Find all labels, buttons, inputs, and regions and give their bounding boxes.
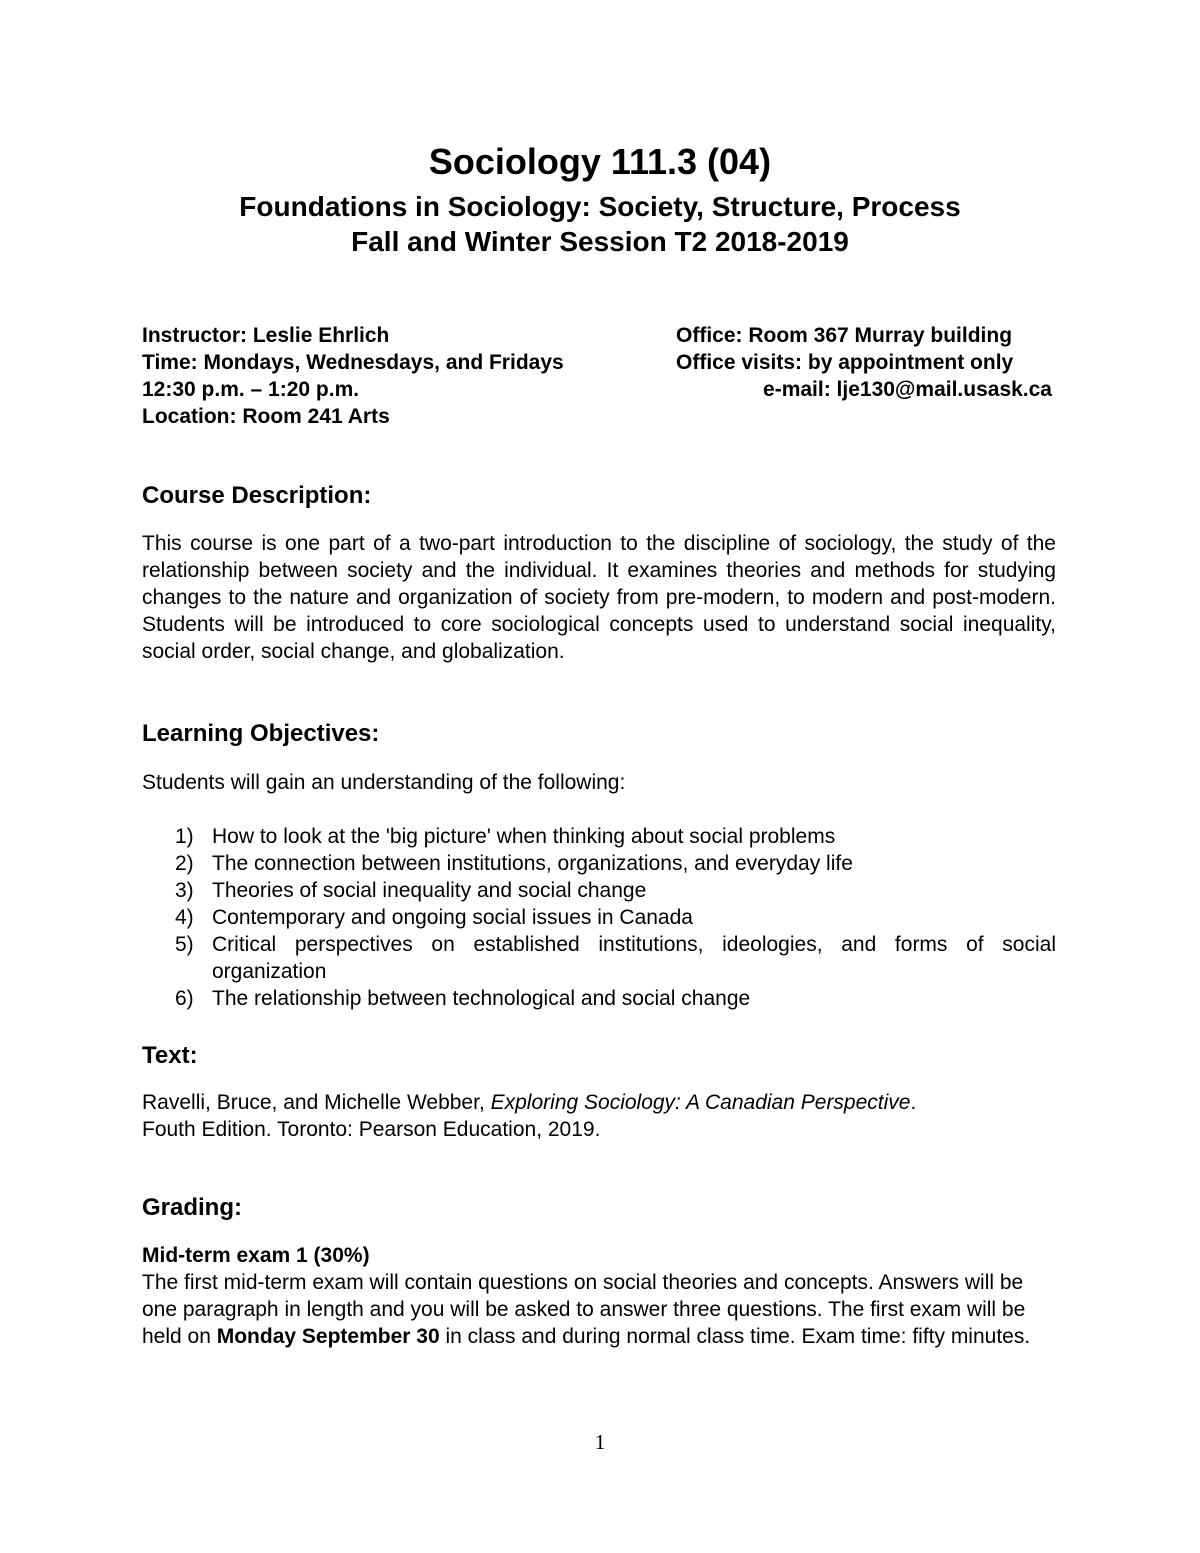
list-item-text: The connection between institutions, organizations, and everyday life xyxy=(212,852,853,875)
list-item xyxy=(142,877,1056,904)
list-number: 2) xyxy=(175,852,194,875)
list-item xyxy=(142,850,1056,877)
instructor-line: Instructor: Leslie Ehrlich xyxy=(142,324,390,347)
list-item-text: Contemporary and ongoing social issues in Canada xyxy=(212,906,693,929)
objectives-list xyxy=(142,823,1056,1012)
office-visits-line: Office visits: by appointment only xyxy=(676,351,1014,374)
list-item-text: The relationship between technological and social change xyxy=(212,987,751,1010)
learning-objectives-intro: Students will gain an understanding of the following: xyxy=(142,771,626,794)
midterm-description xyxy=(142,1269,1056,1350)
text-heading: Text: xyxy=(142,1042,198,1069)
course-session: Fall and Winter Session T2 2018-2019 xyxy=(351,226,849,257)
list-item-text: Theories of social inequality and social change xyxy=(212,879,647,902)
grading-heading: Grading: xyxy=(142,1194,242,1221)
list-item xyxy=(142,823,1056,850)
list-item xyxy=(142,904,1056,931)
hours-line: 12:30 p.m. – 1:20 p.m. xyxy=(142,378,360,401)
list-item xyxy=(142,931,1056,985)
course-title: Sociology 111.3 (04) xyxy=(428,141,772,182)
list-item-text: How to look at the 'big picture' when thinking about social problems xyxy=(212,825,836,848)
course-description-text: This course is one part of a two-part introduction to the discipline of sociology, the study of the relationship between society and the individual. It examines theories and methods for studying changes to the nature and organization of society from pre-modern, to modern and post-modern. Students will be introduced to core sociological concepts used to understand social inequality, social order, social change, and globalization. xyxy=(142,532,1056,663)
textbook-edition: Fouth Edition. Toronto: Pearson Education, 2019. xyxy=(142,1118,601,1141)
textbook-title: Exploring Sociology: A Canadian Perspective xyxy=(490,1091,911,1114)
course-info-left xyxy=(142,322,564,430)
time-line: Time: Mondays, Wednesdays, and Fridays xyxy=(142,351,564,374)
midterm-date: Monday September 30 xyxy=(216,1325,440,1348)
midterm-text-part1: The first mid-term exam will contain questions on social theories and concepts. Answers will be one paragraph in length and you will be asked to answer three questions. The first exam will be held on xyxy=(142,1271,1026,1348)
office-line: Office: Room 367 Murray building xyxy=(676,324,1013,347)
list-number: 5) xyxy=(175,933,194,956)
list-number: 6) xyxy=(175,987,194,1010)
learning-objectives-heading: Learning Objectives: xyxy=(142,720,380,747)
list-number: 1) xyxy=(175,825,194,848)
location-line: Location: Room 241 Arts xyxy=(142,405,390,428)
textbook-title-period: . xyxy=(910,1091,917,1114)
email-line: e-mail: lje130@mail.usask.ca xyxy=(763,378,1052,401)
page-number: 1 xyxy=(594,1430,606,1454)
list-number: 4) xyxy=(175,906,194,929)
course-subtitle: Foundations in Sociology: Society, Structure, Process xyxy=(239,191,961,222)
list-number: 3) xyxy=(175,879,194,902)
course-info-right xyxy=(676,322,1052,403)
list-item-text: Critical perspectives on established institutions, ideologies, and forms of social organization xyxy=(212,933,1056,983)
midterm-heading: Mid-term exam 1 (30%) xyxy=(142,1244,370,1267)
midterm-text-part2: in class and during normal class time. Exam time: fifty minutes. xyxy=(439,1325,1031,1348)
textbook-authors: Ravelli, Bruce, and Michelle Webber, xyxy=(142,1091,491,1114)
course-description-heading: Course Description: xyxy=(142,482,372,509)
list-item xyxy=(142,985,1056,1012)
textbook-citation xyxy=(142,1089,1056,1143)
